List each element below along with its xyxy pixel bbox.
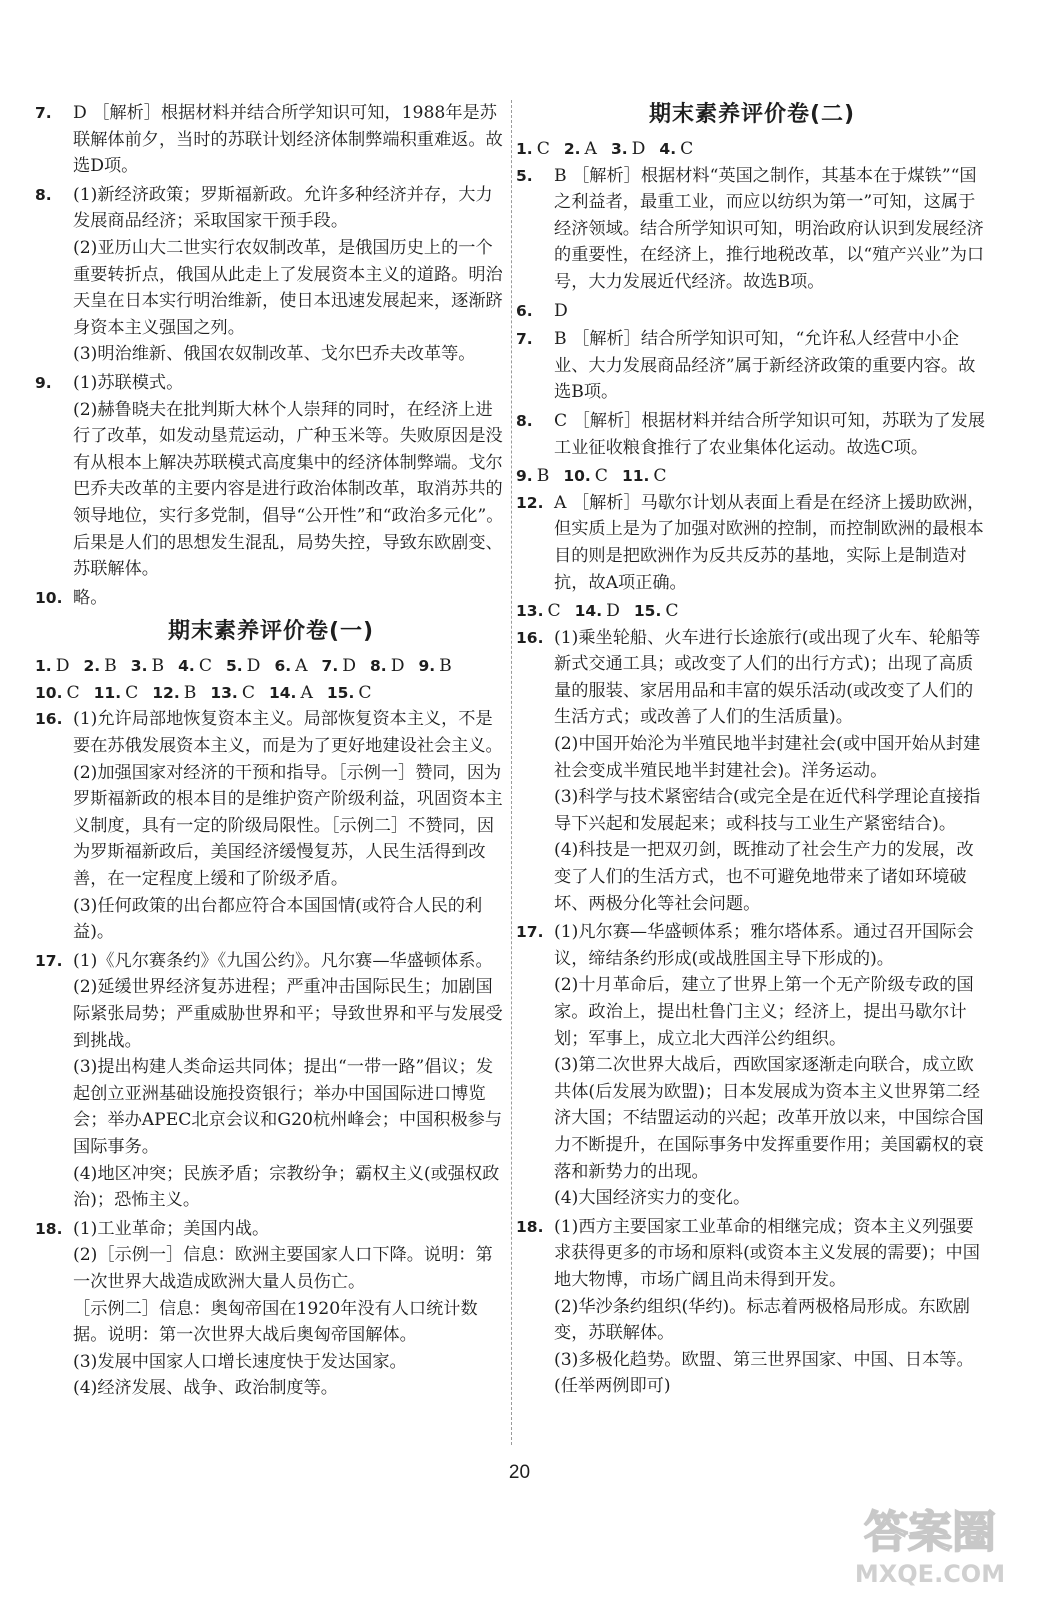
watermark-logo [835,1492,1025,1592]
choice-answer: 8. D [370,656,405,677]
sub-answer: (3)任何政策的出台都应符合本国国情(或符合人民的利益)。 [73,895,483,943]
choice-answer: 5. D [225,656,261,677]
answer-18 [35,1216,507,1402]
answer-17 [516,919,988,1212]
sub-answer: (1)工业革命；美国内战。 [73,1218,270,1239]
answer-7 [516,326,988,406]
question-number: 10. [35,588,63,607]
watermark-text: 答案圈 [864,1507,996,1558]
sub-answer: (2)十月革命后，建立了世界上第一个无产阶级专政的国家。政治上，提出杜鲁门主义；经济上，提出马歇尔计划；军事上，成立北大西洋公约组织。 [554,975,974,1049]
question-number: 18. [35,1219,63,1238]
right-column [516,100,988,1402]
question-number: 17. [35,951,63,970]
sub-answer: ［示例二］信息：奥匈帝国在1920年没有人口统计数据。说明：第一次世界大战后奥匈帝国解体。 [73,1298,478,1346]
answer-text: B ［解析］结合所学知识可知，“允许私人经营中小企业、大力发展商品经济”属于新经济政策的重要内容。故选B项。 [554,329,976,403]
sub-answer: (2)中国开始沦为半殖民地半封建社会(或中国开始从封建社会变成半殖民地半封建社会)。洋务运动。 [554,734,981,781]
column-divider [511,100,512,1445]
page-number: 20 [508,1462,531,1483]
sub-answer: (2)亚历山大二世实行农奴制改革，是俄国历史上的一个重要转折点，俄国从此走上了发展资本主义的道路。明治天皇在日本实行明治维新，使日本迅速发展起来，逐渐跻身资本主义强国之列。 [73,237,503,338]
section-heading: 期末素养评价卷(一) [167,619,375,645]
question-number: 8. [35,185,52,204]
answer-7 [35,100,507,180]
sub-answer: (1)允许局部地恢复资本主义。局部恢复资本主义，不是要在苏俄发展资本主义，而是为了更好地建设社会主义。 [73,709,503,757]
sub-answer: (2)加强国家对经济的干预和指导。［示例一］赞同，因为罗斯福新政的根本目的是维护资产阶级利益，巩固资本主义制度，具有一定的阶级局限性。［示例二］不赞同，因为罗斯福新政后，美国经济缓慢复苏，人民生活得到改善，在一定程度上缓和了阶级矛盾。 [73,762,503,890]
answer-8 [516,408,988,461]
choice-answer: 14. A [268,682,313,703]
answer-text: D [554,300,568,321]
sub-answer: (1)乘坐轮船、火车进行长途旅行(或出现了火车、轮船等新式交通工具；或改变了人们的出行方式)；出现了高质量的服装、家居用品和丰富的娱乐活动(或改变了人们的生活方式；或改善了人们的生活质量)。 [554,627,981,728]
answer-8 [35,182,507,368]
answer-text: B ［解析］根据材料“英国之制作，其基本在于煤铁”“国之利益者，最重工业，而应以纺织为第一”可知，这属于经济领域。结合所学知识可知，明治政府认识到发展经济的重要性，在经济上，推行地税改革，以“殖产兴业”为口号，大力发展近代经济。故选B项。 [554,165,985,292]
question-number: 12. [516,493,544,512]
choice-answer: 11. C [621,466,667,487]
answer-12 [516,490,988,596]
sub-answer: (1)苏联模式。 [73,372,184,393]
question-number: 16. [516,628,544,647]
answer-10 [35,585,507,612]
sub-answer: (2)华沙条约组织(华约)。标志着两极格局形成。东欧剧变，苏联解体。 [554,1296,970,1344]
question-number: 7. [35,104,52,122]
choice-answer: 1. D [35,656,70,677]
sub-answer: (2)［示例一］信息：欧洲主要国家人口下降。说明：第一次世界大战造成欧洲大量人员伤亡。 [73,1245,493,1292]
choice-answer: 15. C [633,601,679,622]
answer-text: C ［解析］根据材料并结合所学知识可知，苏联为了发展工业征收粮食推行了农业集体化运动。故选C项。 [554,410,986,458]
section-heading: 期末素养评价卷(二) [648,102,856,127]
sub-answer: (4)地区冲突；民族矛盾；宗教纷争；霸权主义(或强权政治)；恐怖主义。 [73,1163,500,1211]
answer-text: D ［解析］根据材料并结合所学知识可知，1988年是苏联解体前夕，当时的苏联计划经济体制弊端积重难返。故选D项。 [73,103,503,177]
question-number: 9. [35,373,52,392]
choice-answer: 11. C [93,682,139,703]
question-number: 5. [516,166,533,185]
choice-answer: 7. D [321,656,357,677]
choice-answer: 9. B [516,466,550,487]
answer-18 [516,1214,988,1400]
sub-answer: (1)《凡尔赛条约》《九国公约》。凡尔赛—华盛顿体系。 [73,950,493,971]
choice-answer: 12. B [152,682,197,703]
choice-answer: 15. C [326,682,372,703]
choice-answer: 3. B [130,656,165,677]
sub-answer: (3)第二次世界大战后，西欧国家逐渐走向联合，成立欧共体(后发展为欧盟)；日本发展成为资本主义世界第二经济大国；不结盟运动的兴起；改革开放以来，中国综合国力不断提升，在国际事务中发挥重要作用；美国霸权的衰落和新势力的出现。 [554,1055,984,1182]
sub-answer: (1)西方主要国家工业革命的相继完成；资本主义列强要求获得更多的市场和原料(或资本主义发展的需要)；中国地大物博，市场广阔且尚未得到开发。 [554,1216,980,1290]
choice-answers-row [516,463,988,490]
answer-16 [35,706,507,945]
choice-answer: 6. A [274,656,308,677]
sub-answer: (3)明治维新、俄国农奴制改革、戈尔巴乔夫改革等。 [73,344,476,365]
answer-6 [516,298,988,325]
choice-answer: 2. A [563,139,597,159]
answer-9 [35,370,507,583]
choice-answer: 10. C [35,682,80,703]
question-number: 18. [516,1217,544,1236]
choice-answer: 1. C [516,139,550,159]
question-number: 17. [516,923,544,942]
sub-answer: (4)大国经济实力的变化。 [554,1188,751,1209]
sub-answer: (1)凡尔赛—华盛顿体系；雅尔塔体系。通过召开国际会议，缔结条约形成(或战胜国主导下形成的)。 [554,922,974,969]
choice-answer: 13. C [516,601,561,622]
question-number: 16. [35,710,63,729]
choice-answers-row [516,598,988,625]
question-number: 6. [516,301,533,320]
answer-text: 略。 [73,587,108,608]
choice-answer: 9. B [418,656,452,677]
choice-answer: 3. D [610,139,646,159]
choice-answer: 10. C [563,466,608,487]
answer-5 [516,163,988,296]
sub-answer: (3)多极化趋势。欧盟、第三世界国家、中国、日本等。(任举两例即可) [554,1349,974,1397]
choice-answer: 4. C [659,139,694,159]
sub-answer: (3)科学与技术紧密结合(或完全是在近代科学理论直接指导下兴起和发展起来；或科技与工业生产紧密结合)。 [554,787,981,834]
sub-answer: (4)科技是一把双刃剑，既推动了社会生产力的发展，改变了人们的生活方式，也不可避免地带来了诸如环境破坏、两极分化等社会问题。 [554,840,974,914]
sub-answer: (3)提出构建人类命运共同体；提出“一带一路”倡议；发起创立亚洲基础设施投资银行；举办中国国际进口博览会；举办APEC北京会议和G20杭州峰会；中国积极参与国际事务。 [73,1057,503,1157]
watermark-url: MXQE.COM [854,1560,1006,1588]
answer-16 [516,625,988,918]
choice-answer: 13. C [210,682,255,703]
sub-answer: (2)赫鲁晓夫在批判斯大林个人崇拜的同时，在经济上进行了改革，如发动垦荒运动，广种玉米等。失败原因是没有从根本上解决苏联模式高度集中的经济体制弊端。戈尔巴乔夫改革的主要内容是进行政治体制改革，取消苏共的领导地位，实行多党制，倡导“公开性”和“政治多元化”。后果是人们的思想发生混乱，局势失控，导致东欧剧变、苏联解体。 [73,399,504,580]
left-column [35,100,507,1404]
choice-answer: 14. D [574,601,620,622]
answer-text: A ［解析］马歇尔计划从表面上看是在经济上援助欧洲，但实质上是为了加强对欧洲的控制，而控制欧洲的最根本目的则是把欧洲作为反共反苏的基地，实际上是制造对抗，故A项正确。 [554,492,985,593]
sub-answer: (3)发展中国家人口增长速度快于发达国家。 [73,1351,407,1372]
sub-answer: (4)经济发展、战争、政治制度等。 [73,1378,338,1399]
choice-answer: 4. C [178,656,212,677]
sub-answer: (2)延缓世界经济复苏进程；严重冲击国际民生；加剧国际紧张局势；严重威胁世界和平；导致世界和平与发展受到挑战。 [73,977,503,1051]
question-number: 8. [516,411,533,430]
question-number: 7. [516,330,533,349]
choice-answer: 2. B [83,656,117,677]
sub-answer: (1)新经济政策；罗斯福新政。允许多种经济并存，大力发展商品经济；采取国家干预手段。 [73,184,493,232]
choice-answers-row [35,653,507,680]
answer-17 [35,948,507,1214]
choice-answers-row [516,136,988,163]
choice-answers-row [35,680,507,707]
